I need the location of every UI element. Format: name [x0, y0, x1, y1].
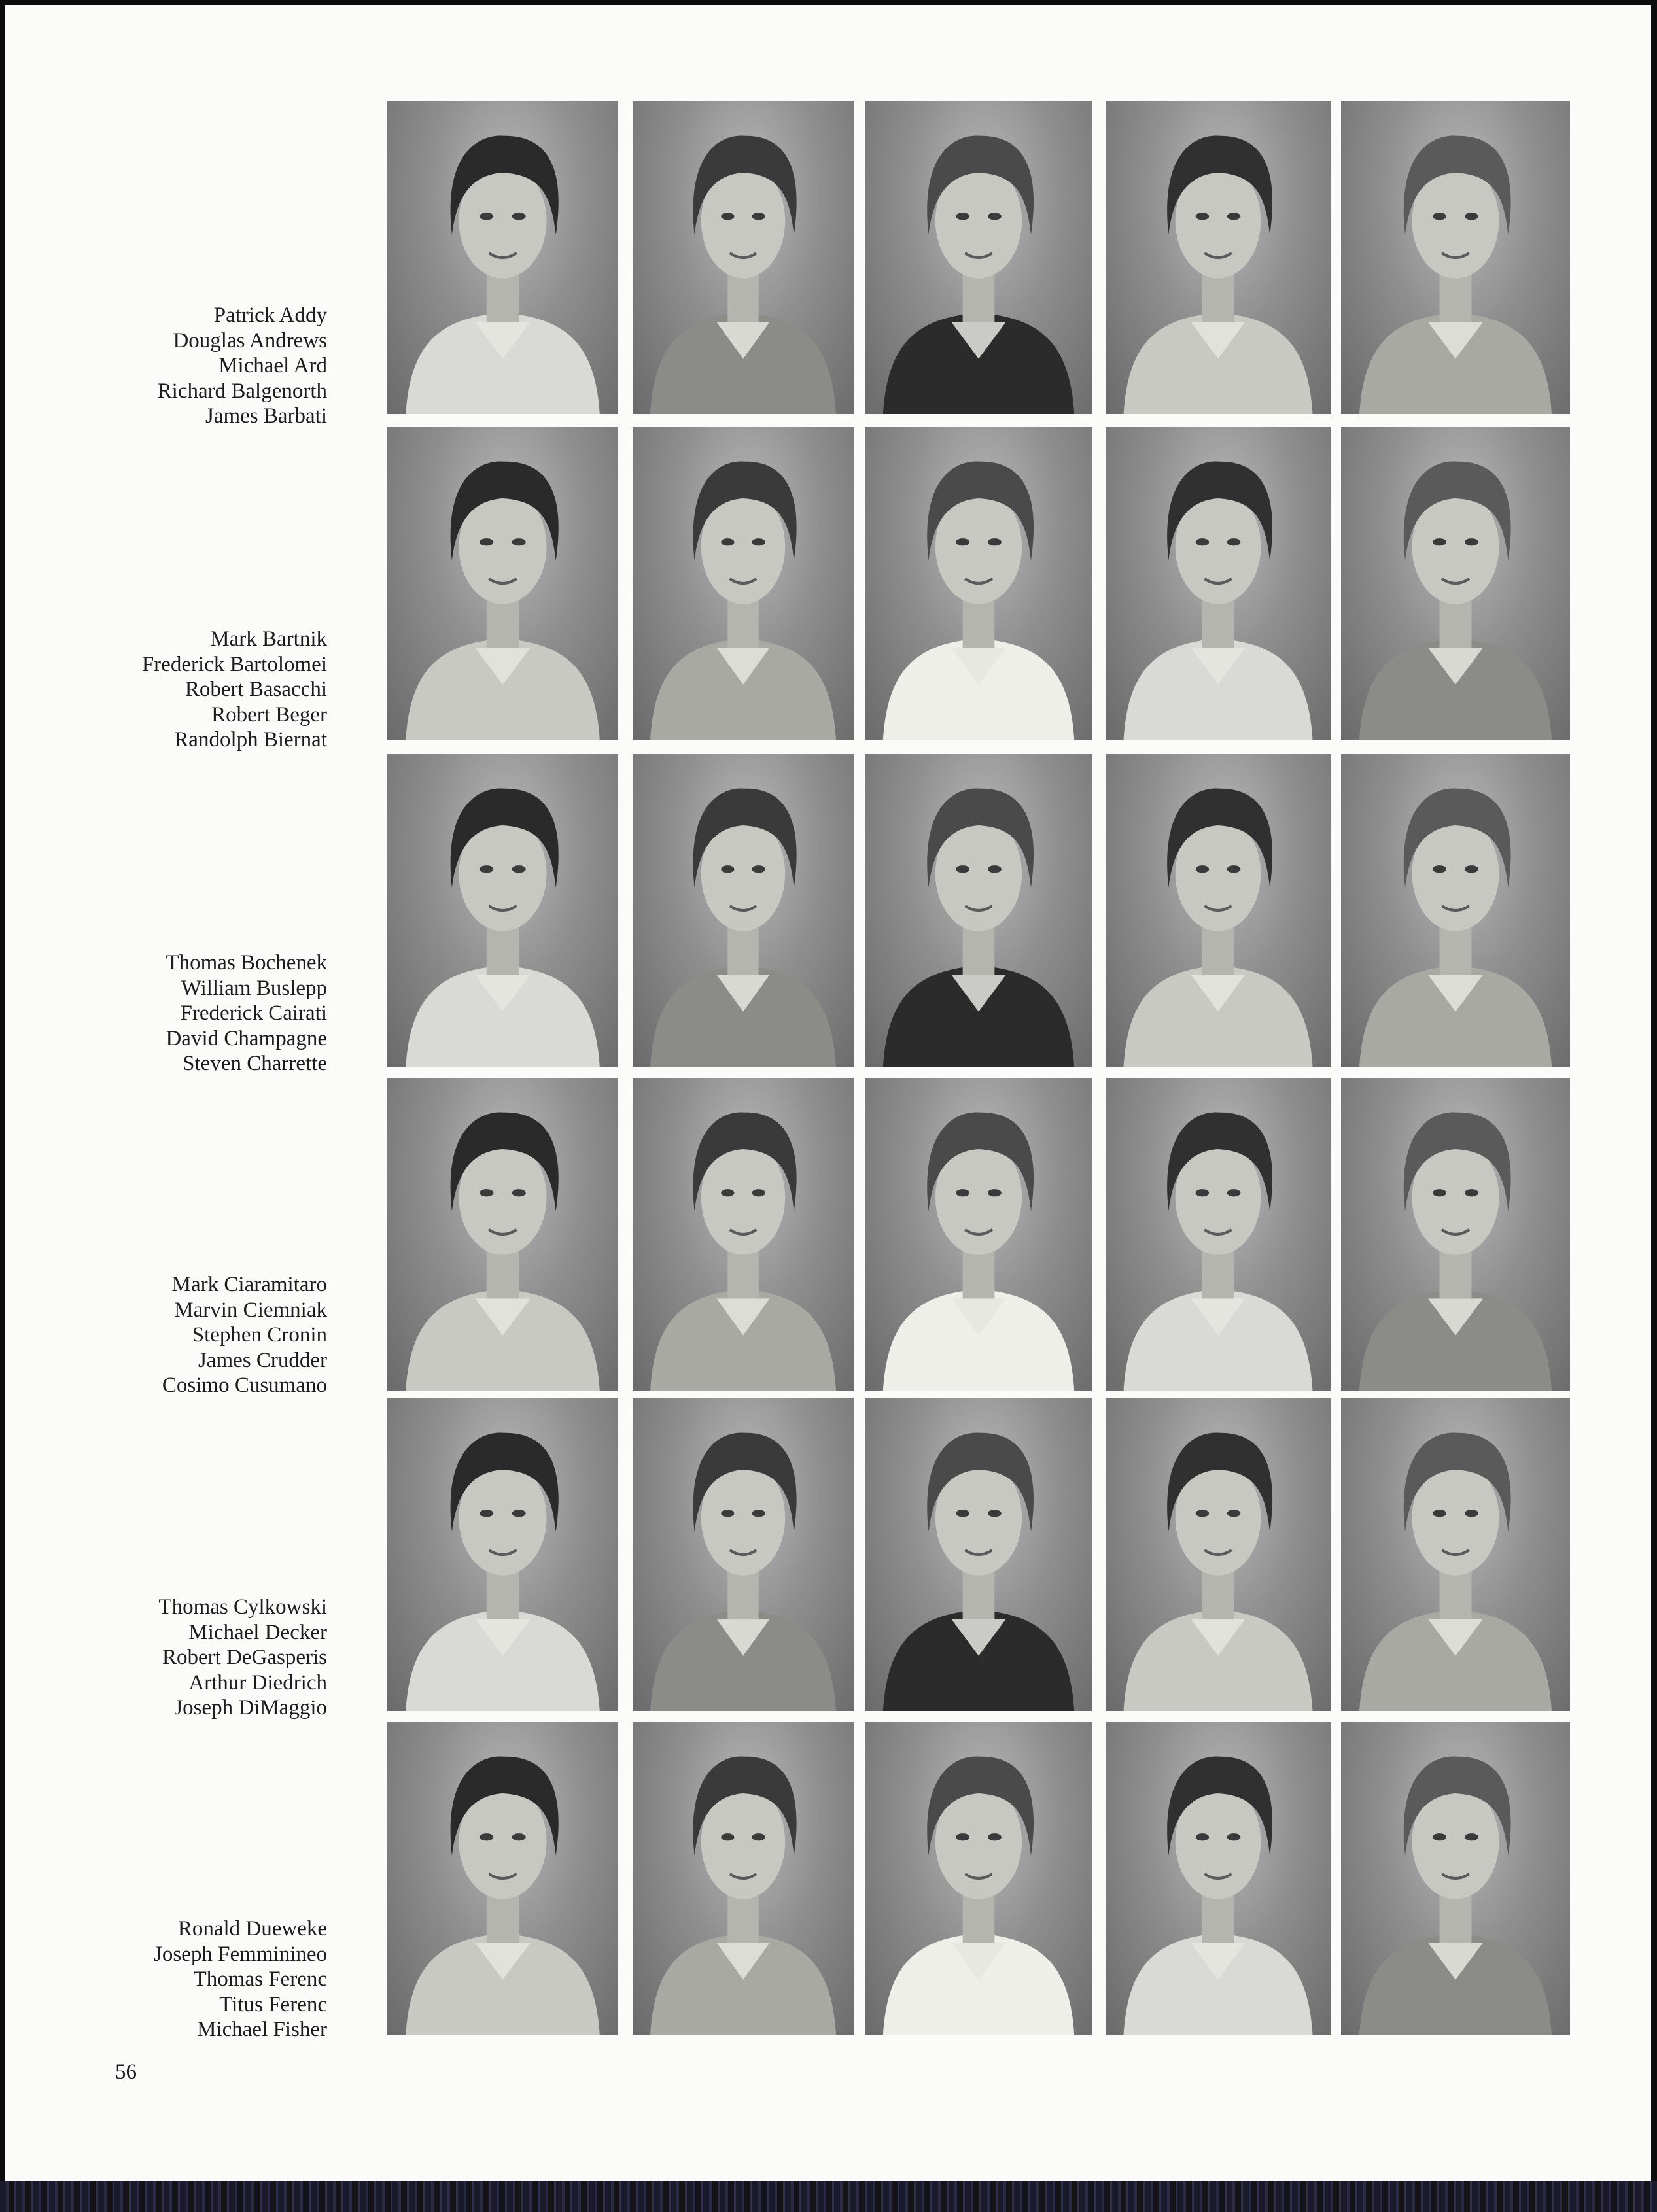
student-name: Michael Ard [218, 354, 327, 377]
student-portrait [1106, 1078, 1331, 1391]
student-portrait [1341, 101, 1570, 414]
student-portrait [865, 1722, 1092, 2035]
student-portrait [865, 101, 1092, 414]
student-name: Titus Ferenc [219, 1992, 327, 2016]
student-portrait [633, 1078, 854, 1391]
student-portrait [633, 1398, 854, 1711]
student-portrait [633, 754, 854, 1067]
name-list [44, 303, 327, 429]
student-portrait [865, 1078, 1092, 1391]
student-portrait [1106, 1398, 1331, 1711]
student-name: Robert DeGasperis [162, 1646, 327, 1669]
student-portrait [1106, 754, 1331, 1067]
student-name: Thomas Bochenek [166, 951, 327, 975]
student-portrait [1341, 427, 1570, 740]
student-name: Richard Balgenorth [157, 379, 327, 403]
student-name: Douglas Andrews [173, 328, 327, 353]
student-name: Frederick Bartolomei [141, 652, 327, 676]
student-name: James Barbati [205, 404, 327, 428]
student-name: Steven Charrette [183, 1052, 327, 1075]
student-portrait [1341, 1398, 1570, 1711]
student-name: William Buslepp [181, 976, 327, 1000]
student-name: Ronald Dueweke [177, 1917, 327, 1941]
student-portrait [387, 101, 618, 414]
name-list [44, 627, 327, 753]
student-portrait [1341, 1078, 1570, 1391]
student-portrait [387, 1722, 618, 2035]
student-portrait [633, 1722, 854, 2035]
name-list [44, 1916, 327, 2043]
student-name: Patrick Addy [213, 303, 327, 327]
student-name: Cosimo Cusumano [162, 1374, 327, 1397]
yearbook-page [5, 5, 1651, 2181]
student-portrait [387, 1078, 618, 1391]
student-portrait [387, 754, 618, 1067]
student-name: Thomas Cylkowski [158, 1595, 327, 1619]
student-portrait [1106, 101, 1331, 414]
student-name: Michael Decker [188, 1620, 327, 1644]
page-number: 56 [115, 2060, 137, 2084]
scan-edge-strip [0, 2181, 1657, 2212]
student-name: James Crudder [198, 1348, 327, 1372]
student-portrait [1341, 1722, 1570, 2035]
student-name: Marvin Ciemniak [174, 1298, 327, 1322]
student-name: Stephen Cronin [192, 1323, 327, 1347]
student-portrait [387, 1398, 618, 1711]
student-name: Mark Bartnik [210, 627, 327, 651]
student-portrait [865, 1398, 1092, 1711]
name-list [44, 1595, 327, 1721]
student-name: Arthur Diedrich [188, 1670, 327, 1695]
name-list [44, 1272, 327, 1398]
student-name: Frederick Cairati [180, 1001, 327, 1025]
student-name: Mark Ciaramitaro [171, 1273, 327, 1296]
student-portrait [1106, 427, 1331, 740]
student-name: Joseph Femminineo [154, 1942, 327, 1966]
student-name: Joseph DiMaggio [174, 1696, 327, 1719]
student-portrait [865, 427, 1092, 740]
student-portrait [1341, 754, 1570, 1067]
student-name: Robert Basacchi [184, 678, 327, 701]
name-list [44, 950, 327, 1077]
student-name: David Champagne [166, 1026, 327, 1050]
student-portrait [865, 754, 1092, 1067]
student-portrait [633, 427, 854, 740]
student-portrait [1106, 1722, 1331, 2035]
student-name: Robert Beger [211, 702, 327, 727]
student-portrait [387, 427, 618, 740]
student-name: Michael Fisher [197, 2018, 327, 2041]
student-portrait [633, 101, 854, 414]
student-name: Thomas Ferenc [193, 1967, 327, 1991]
student-name: Randolph Biernat [174, 728, 327, 752]
